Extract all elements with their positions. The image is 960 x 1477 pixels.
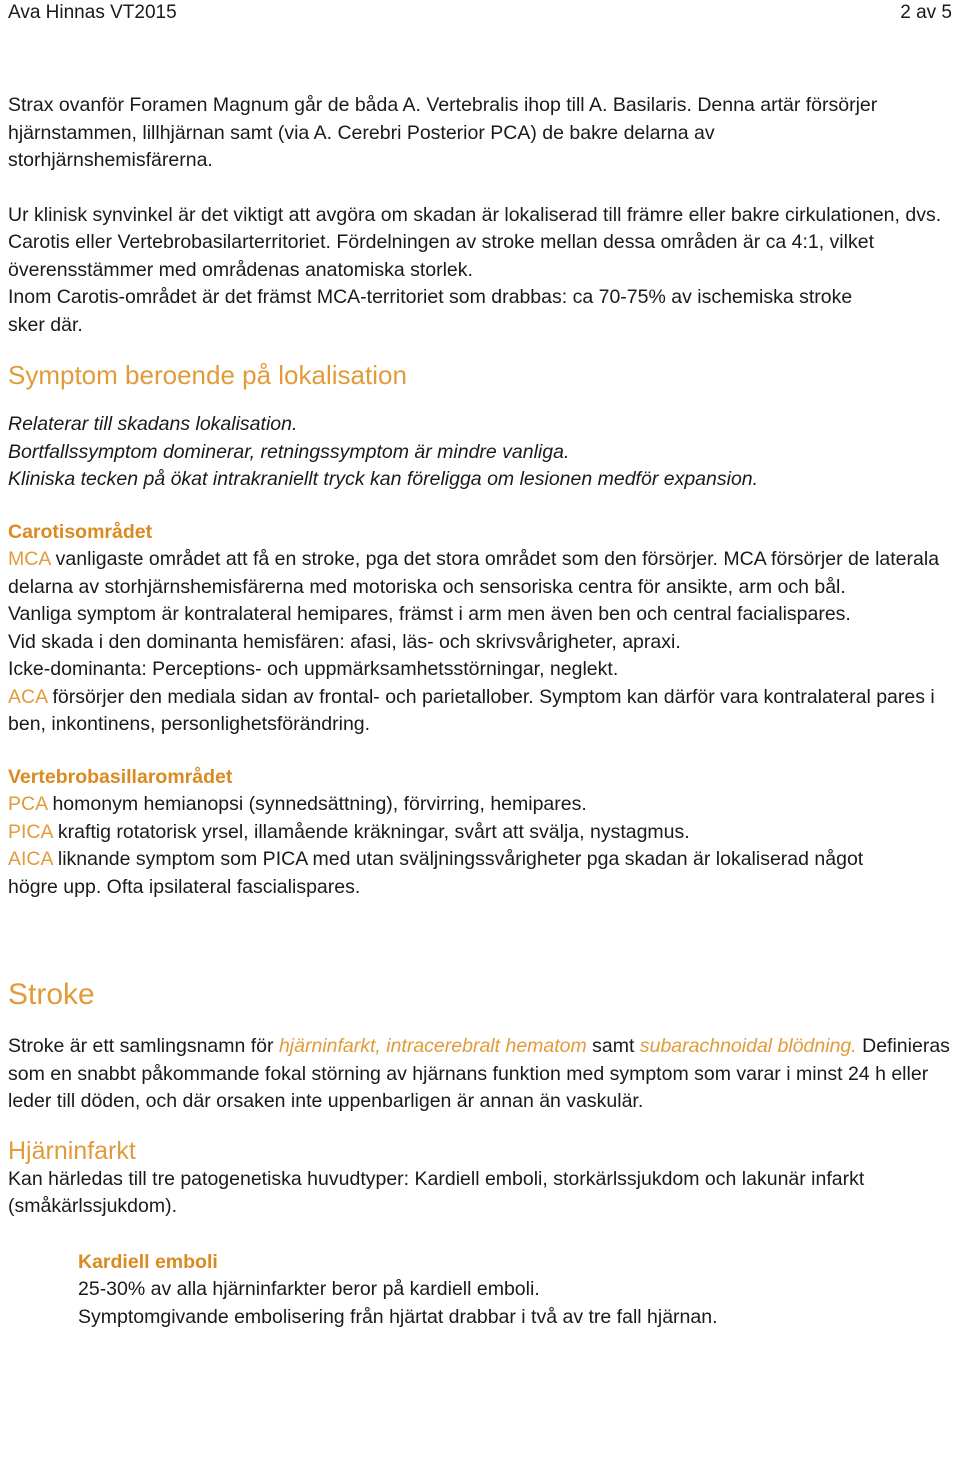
vertebro-pica-line (8, 819, 952, 847)
symptom-heading: Symptom beroende på lokalisation (8, 360, 407, 390)
stroke-sah-text: subarachnoidal blödning. (639, 1035, 857, 1057)
carotis-line-2: Vanliga symptom är kontralateral hemipares, främst i arm men även ben och central facialispares. (8, 603, 851, 625)
aca-label: ACA (8, 685, 48, 708)
vertebro-aica-paragraph (8, 846, 888, 901)
carotis-line-3: Vid skada i den dominanta hemisfären: afasi, läs- och skrivsvårigheter, apraxi. (8, 630, 681, 653)
vertebro-heading: Vertebrobasillarområdet (8, 765, 233, 788)
kardiell-heading: Kardiell emboli (78, 1250, 218, 1273)
intro-paragraph-3: Inom Carotis-området är det främst MCA-territoriet som drabbas: ca 70-75% av ischemiska stroke sker där. (8, 286, 853, 336)
page-number: 2 av 5 (900, 2, 952, 23)
pca-label: PCA (8, 793, 48, 815)
stroke-text-3: samt (586, 1035, 640, 1057)
stroke-paragraph (8, 1033, 952, 1116)
pca-text: homonym hemianopsi (synnedsättning), förvirring, hemipares. (47, 793, 587, 815)
carotis-mca-paragraph (8, 546, 952, 601)
mca-label: MCA (8, 548, 51, 570)
stroke-heading: Stroke (8, 978, 95, 1011)
kardiell-line-2: Symptomgivande embolisering från hjärtat drabbar i två av tre fall hjärnan. (78, 1305, 718, 1328)
kardiell-line-1: 25-30% av alla hjärninfarkter beror på kardiell emboli. (78, 1278, 540, 1300)
aca-text: försörjer den mediala sidan av frontal- och parietallober. Symptom kan därför vara kontralateral pares i ben, inkontinens, personlighetsförändring. (8, 685, 935, 735)
hjarninfarkt-text: Kan härledas till tre patogenetiska huvudtyper: Kardiell emboli, storkärlssjukdom och lakunär infarkt (småkärlssjukdom). (8, 1167, 865, 1217)
pica-label: PICA (8, 820, 53, 843)
symptom-line-2: Bortfallssymptom dominerar, retningssymptom är mindre vanliga. (8, 440, 570, 463)
symptom-line-1: Relaterar till skadans lokalisation. (8, 413, 298, 435)
intro-paragraph-1: Strax ovanför Foramen Magnum går de båda A. Vertebralis ihop till A. Basilaris. Denna artär försörjer hjärnstammen, lillhjärnan samt (via A. Cerebri Posterior PCA) de bakre delarna av storhjärnshemisfärerna. (8, 94, 878, 171)
pica-text: kraftig rotatorisk yrsel, illamående kräkningar, svårt att svälja, nystagmus. (52, 820, 690, 843)
mca-text: vanligaste området att få en stroke, pga det stora området som den försörjer. MCA försörjer de laterala delarna av storhjärnshemisfärerna med motoriska och sensoriska centra för ansikte, arm och bål. (8, 548, 940, 598)
symptom-line-3: Kliniska tecken på ökat intrakraniellt tryck kan föreligga om lesionen medför expansion. (8, 468, 759, 490)
kardiell-section (8, 1249, 952, 1332)
stroke-text-5: Definieras som en snabbt påkommande fokal störning av hjärnans funktion med symptom som varar i minst 24 h eller leder till döden, och där orsaken inte uppenbarligen är annan än vaskulär. (8, 1035, 950, 1112)
carotis-heading: Carotisområdet (8, 520, 153, 543)
header-author: Ava Hinnas VT2015 (8, 2, 177, 23)
carotis-aca-paragraph (8, 684, 952, 739)
stroke-types-link-text: hjärninfarkt, intracerebralt hematom (278, 1035, 587, 1057)
carotis-line-4: Icke-dominanta: Perceptions- och uppmärksamhetsstörningar, neglekt. (8, 658, 619, 680)
intro-paragraph-2: Ur klinisk synvinkel är det viktigt att avgöra om skadan är lokaliserad till främre eller bakre cirkulationen, dvs. Carotis eller Vertebrobasilarterritoriet. Fördelningen av stroke mellan dessa områden är ca 4:1, vilket överensstämmer med områdenas anatomiska storlek. (8, 203, 942, 281)
stroke-text-1: Stroke är ett samlingsnamn för (8, 1035, 279, 1057)
aica-text: liknande symptom som PICA med utan sväljningssvårigheter pga skadan är lokaliserad något högre upp. Ofta ipsilateral fascialispares. (8, 848, 864, 898)
vertebro-pca-line (8, 791, 952, 819)
document-body (8, 92, 952, 1331)
aica-label: AICA (8, 848, 53, 870)
hjarninfarkt-heading: Hjärninfarkt (8, 1136, 136, 1165)
page-header (8, 2, 952, 24)
